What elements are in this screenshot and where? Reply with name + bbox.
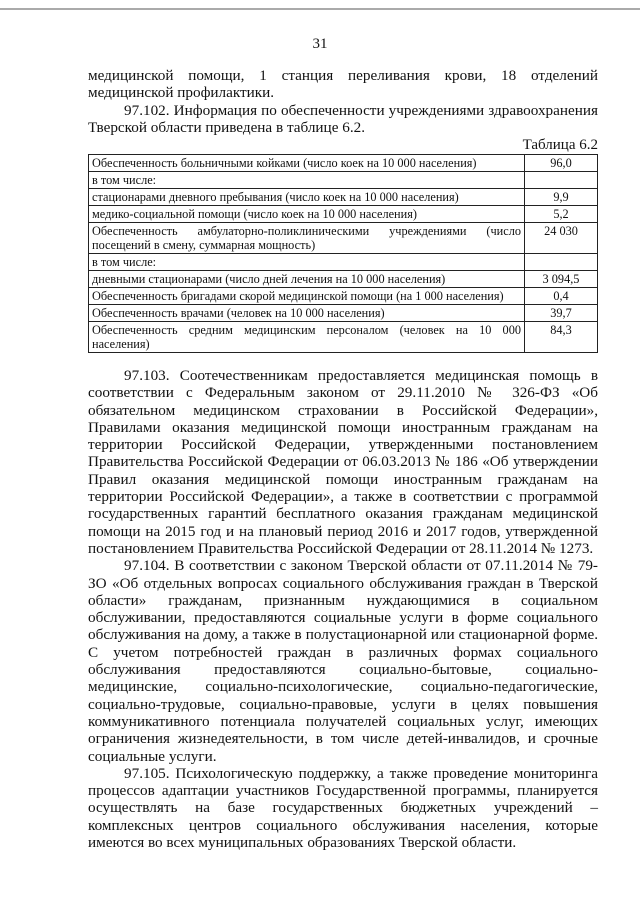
row-label: Обеспеченность средним медицинским персоналом (человек на 10 000 населения) (89, 322, 525, 353)
top-divider (0, 8, 640, 10)
row-label: в том числе: (89, 172, 525, 189)
table-row (89, 206, 598, 223)
row-value: 3 094,5 (525, 271, 598, 288)
table-row (89, 271, 598, 288)
row-label: Обеспеченность бригадами скорой медицинской помощи (на 1 000 населения) (89, 288, 525, 305)
table-row (89, 305, 598, 322)
paragraph-97-104: 97.104. В соответствии с законом Тверской области от 07.11.2014 № 79-ЗО «Об отдельных вопросах социального обслуживания граждан в Тверской области» гражданам, признанным нуждающимися в социальном обслуживании, предоставляются социальные услуги в форме социального обслуживания на дому, а также в полустационарной или стационарной форме. С учетом потребностей граждан в различных формах социального обслуживания предоставляются социально-бытовые, социально-медицинские, социально-психологические, социально-педагогические, социально-трудовые, социально-правовые, услуги в целях повышения коммуникативного потенциала получателей социальных услуг, имеющих ограничения жизнедеятельности, в том числе детей-инвалидов, и срочные социальные услуги. (88, 557, 598, 765)
paragraph-97-105: 97.105. Психологическую поддержку, а также проведение мониторинга процессов адаптации участников Государственной программы, планируется осуществлять на базе государственных бюджетных учреждений – комплексных центров социального обслуживания населения, которые имеются во всех муниципальных образованиях Тверской области. (88, 764, 598, 852)
table-row (89, 254, 598, 271)
intro-text (88, 67, 598, 136)
row-label: Обеспеченность врачами (человек на 10 000 населения) (89, 305, 525, 322)
row-value: 5,2 (525, 206, 598, 223)
paragraph-97-103: 97.103. Соотечественникам предоставляется медицинская помощь в соответствии с Федеральным законом от 29.11.2010 № 326-ФЗ «Об обязательном медицинском страховании в Российской Федерации», Правилами оказания медицинской помощи иностранным гражданам на территории Российской Федерации, утвержденными постановлением Правительства Российской Федерации от 06.03.2013 № 186 «Об утверждении Правил оказания медицинской помощи иностранным гражданам на территории Российской Федерации», а также в соответствии с программой государственных гарантий бесплатного оказания гражданам медицинской помощи на 2015 год и на плановый период 2016 и 2017 годов, утвержденной постановлением Правительства Российской Федерации от 28.11.2014 № 1273. (88, 367, 598, 557)
row-label: дневными стационарами (число дней лечения на 10 000 населения) (89, 271, 525, 288)
row-value: 39,7 (525, 305, 598, 322)
body-text (88, 367, 598, 851)
row-value: 24 030 (525, 223, 598, 254)
row-value (525, 172, 598, 189)
healthcare-provision-table (88, 154, 598, 353)
table-row (89, 288, 598, 305)
page-number: 31 (312, 36, 328, 52)
table-row (89, 322, 598, 353)
row-value: 96,0 (525, 155, 598, 172)
row-label: стационарами дневного пребывания (число коек на 10 000 населения) (89, 189, 525, 206)
row-label: медико-социальной помощи (число коек на 10 000 населения) (89, 206, 525, 223)
table-caption: Таблица 6.2 (522, 137, 598, 153)
row-label: в том числе: (89, 254, 525, 271)
intro-paragraph: медицинской помощи, 1 станция переливания крови, 18 отделений медицинской профилактики. (88, 67, 598, 102)
row-value: 0,4 (525, 288, 598, 305)
table-row (89, 223, 598, 254)
table-row (89, 189, 598, 206)
table-row (89, 155, 598, 172)
row-label: Обеспеченность больничными койками (число коек на 10 000 населения) (89, 155, 525, 172)
intro-paragraph: 97.102. Информация по обеспеченности учреждениями здравоохранения Тверской области приведена в таблице 6.2. (88, 101, 598, 136)
row-value: 9,9 (525, 189, 598, 206)
row-value: 84,3 (525, 322, 598, 353)
table-row (89, 172, 598, 189)
row-label: Обеспеченность амбулаторно-поликлиническими учреждениями (число посещений в смену, суммарная мощность) (89, 223, 525, 254)
row-value (525, 254, 598, 271)
